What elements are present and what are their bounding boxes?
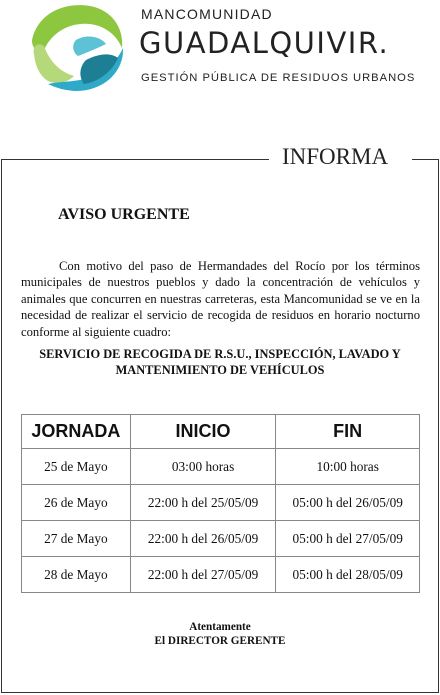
org-line1: MANCOMUNIDAD [141,6,273,22]
fin-cell: 05:00 h del 27/05/09 [276,521,420,557]
notice-body-text: Con motivo del paso de Hermandades del Rocío por los términos municipales de nuestros pueblos y dado la concentración de vehículos y animales que concurren en nuestras carreteras, esta Mancomunidad se ve en la necesidad de realizar el servicio de recogida de residuos en horario nocturno conforme al siguiente cuadro: [21,259,420,339]
table-row [22,485,420,521]
inicio-cell: 22:00 h del 26/05/09 [130,521,276,557]
column-header-fin: FIN [276,415,420,449]
notice-heading: AVISO URGENTE [58,206,190,223]
notice-body [21,258,420,340]
jornada-cell: 28 de Mayo [22,557,131,593]
fin-cell: 05:00 h del 28/05/09 [276,557,420,593]
org-name: GUADALQUIVIR. [139,26,390,60]
schedule-header-row [22,415,420,449]
inicio-cell: 22:00 h del 25/05/09 [130,485,276,521]
table-row [22,449,420,485]
fin-cell: 05:00 h del 26/05/09 [276,485,420,521]
service-title: SERVICIO DE RECOGIDA DE R.S.U., INSPECCIÓN, LAVADO Y MANTENIMIENTO DE VEHÍCULOS [39,347,401,377]
jornada-cell: 26 de Mayo [22,485,131,521]
column-header-jornada: JORNADA [22,415,131,449]
inicio-cell: 22:00 h del 27/05/09 [130,557,276,593]
signature-closing: Atentamente [189,621,251,633]
informa-label: INFORMA [282,144,389,169]
signature-signer: El DIRECTOR GERENTE [154,635,286,647]
fin-cell: 10:00 horas [276,449,420,485]
mancomunidad-logo-icon [26,0,126,98]
column-header-inicio: INICIO [130,415,276,449]
jornada-cell: 27 de Mayo [22,521,131,557]
schedule-table [21,414,420,593]
jornada-cell: 25 de Mayo [22,449,131,485]
org-subtitle: GESTIÓN PÚBLICA DE RESIDUOS URBANOS [141,72,416,84]
table-row [22,521,420,557]
inicio-cell: 03:00 horas [130,449,276,485]
table-row [22,557,420,593]
